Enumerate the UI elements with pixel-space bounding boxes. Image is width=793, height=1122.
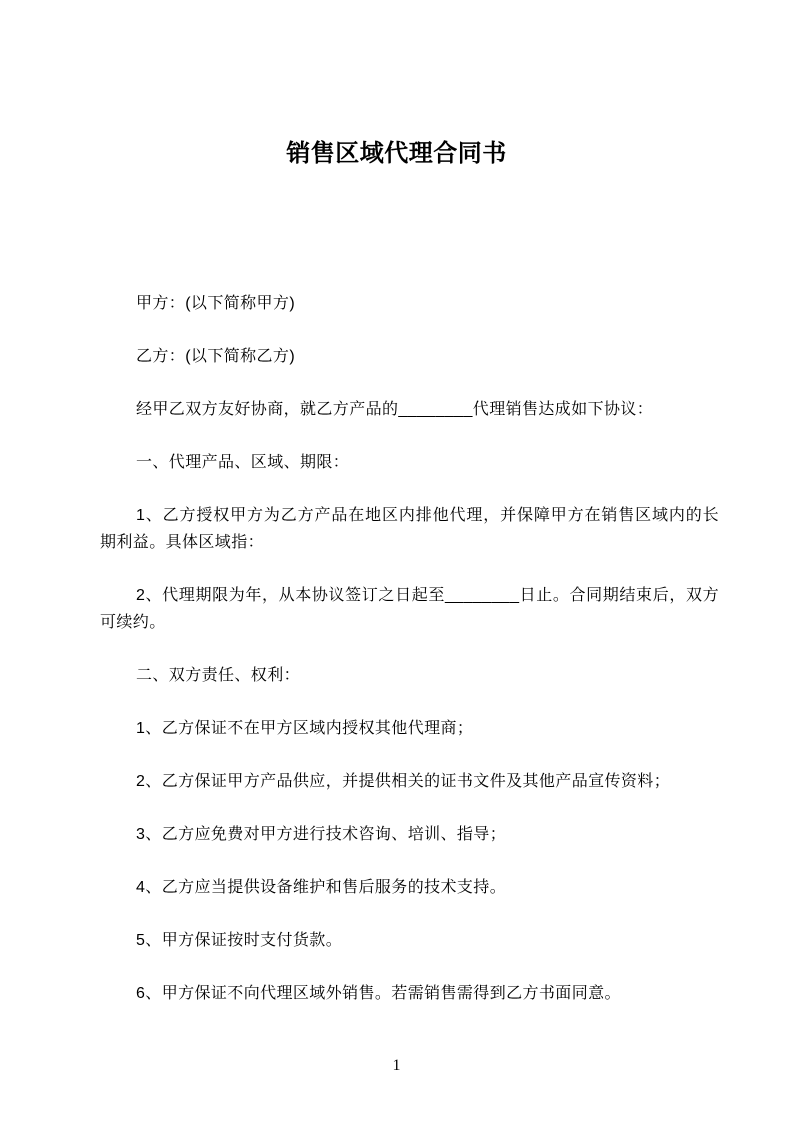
section-2-item-6: 6、甲方保证不向代理区域外销售。若需销售需得到乙方书面同意。 <box>136 985 621 1002</box>
section-2-item-5: 5、甲方保证按时支付货款。 <box>136 932 343 949</box>
section-1-item-1: 1、乙方授权甲方为乙方产品在地区内排他代理，并保障甲方在销售区域内的长期利益。具体区域指： <box>100 507 719 551</box>
document-title: 销售区域代理合同书 <box>286 140 507 167</box>
section-2-item-2: 2、乙方保证甲方产品供应，并提供相关的证书文件及其他产品宣传资料； <box>136 773 671 790</box>
party-a-line: 甲方：(以下简称甲方) <box>136 295 296 312</box>
section-1-item-2: 2、代理期限为年，从本协议签订之日起至________日止。合同期结束后，双方可续约。 <box>100 587 719 631</box>
party-b-line: 乙方：(以下简称乙方) <box>136 348 296 365</box>
section-1-heading: 一、代理产品、区域、期限： <box>136 454 350 471</box>
section-2-item-1: 1、乙方保证不在甲方区域内授权其他代理商； <box>136 720 474 737</box>
section-2-item-3: 3、乙方应免费对甲方进行技术咨询、培训、指导； <box>136 826 507 843</box>
section-2-heading: 二、双方责任、权利： <box>136 667 301 684</box>
document-body <box>0 290 793 1007</box>
page-number: 1 <box>392 1057 401 1074</box>
preamble-paragraph: 经甲乙双方友好协商，就乙方产品的________代理销售达成如下协议： <box>136 401 654 418</box>
section-2-item-4: 4、乙方应当提供设备维护和售后服务的技术支持。 <box>136 879 507 896</box>
